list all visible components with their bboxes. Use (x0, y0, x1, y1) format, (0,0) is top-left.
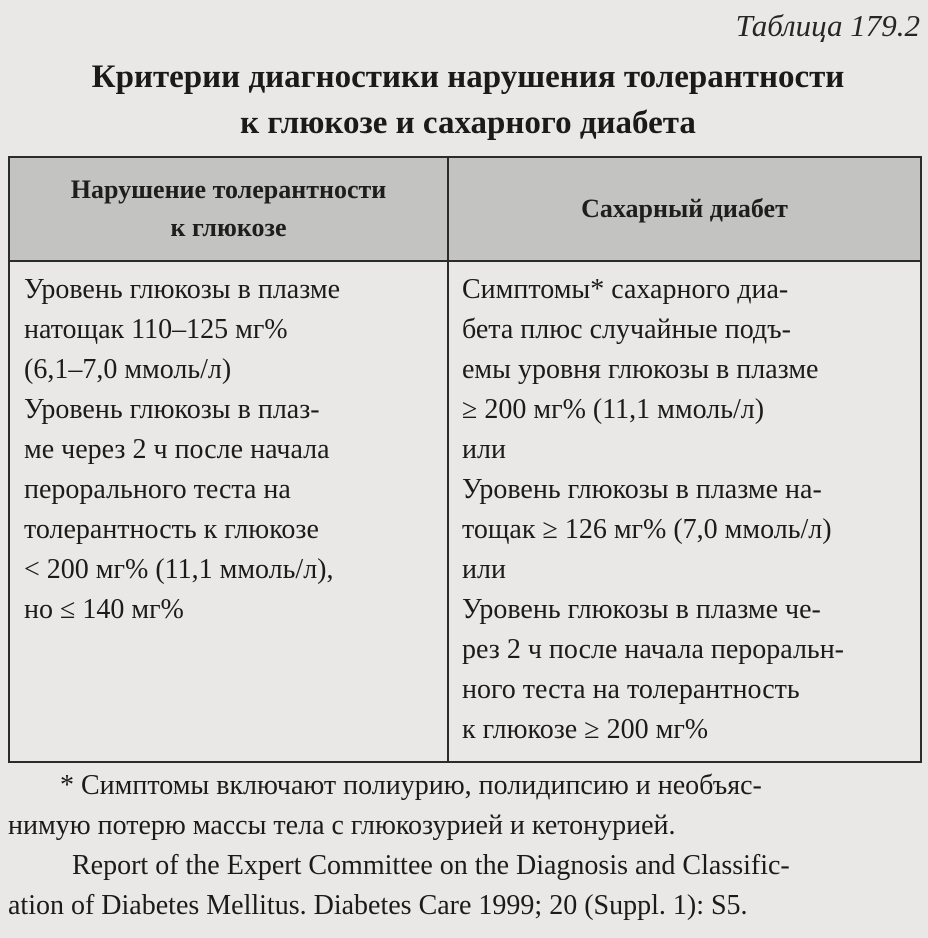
cell-line: Уровень глюкозы в плазме (24, 274, 341, 305)
title-line-1: Критерии диагностики нарушения толерантности (91, 59, 845, 95)
cell-line: тощак ≥ 126 мг% (7,0 ммоль/л) (462, 514, 832, 545)
cell-line: или (462, 434, 506, 465)
cell-line: ≥ 200 мг% (11,1 ммоль/л) (462, 394, 765, 425)
cell-line: Уровень глюкозы в плаз- (24, 394, 320, 425)
cell-impaired-tolerance-criteria (24, 270, 442, 630)
reference-line-1: Report of the Expert Committee on the Diagnosis and Classific- (72, 850, 790, 881)
column-divider (447, 158, 449, 761)
cell-diabetes-criteria (462, 270, 918, 750)
table-number: Таблица 179.2 (735, 8, 920, 43)
cell-line: (6,1–7,0 ммоль/л) (24, 354, 232, 385)
criteria-table (8, 156, 922, 763)
title-line-2: к глюкозе и сахарного диабета (240, 105, 696, 141)
footnote-line-1: * Симптомы включают полиурию, полидипсию и необъяс- (60, 770, 762, 801)
cell-line: бета плюс случайные подъ- (462, 314, 791, 345)
footnote-line-2: нимую потерю массы тела с глюкозурией и кетонурией. (8, 810, 676, 841)
cell-line: но ≤ 140 мг% (24, 594, 184, 625)
header-left-line: Нарушение толерантности (70, 175, 387, 204)
cell-line: или (462, 554, 506, 585)
table-title (8, 54, 928, 146)
cell-line: емы уровня глюкозы в плазме (462, 354, 819, 385)
cell-line: к глюкозе ≥ 200 мг% (462, 714, 709, 745)
cell-line: Уровень глюкозы в плазме на- (462, 474, 822, 505)
cell-line: толерантность к глюкозе (24, 514, 319, 545)
cell-line: ме через 2 ч после начала (24, 434, 330, 465)
header-diabetes (449, 158, 920, 260)
cell-line: рез 2 ч после начала пероральн- (462, 634, 845, 665)
cell-line: натощак 110–125 мг% (24, 314, 288, 345)
header-right-line: Сахарный диабет (581, 194, 788, 223)
cell-line: ного теста на толерантность (462, 674, 800, 705)
reference-line-2: ation of Diabetes Mellitus. Diabetes Care 1999; 20 (Suppl. 1): S5. (8, 890, 748, 921)
header-impaired-tolerance (10, 158, 447, 260)
cell-line: < 200 мг% (11,1 ммоль/л), (24, 554, 334, 585)
cell-line: Уровень глюкозы в плазме че- (462, 594, 821, 625)
header-left-line: к глюкозе (170, 213, 287, 242)
cell-line: перорального теста на (24, 474, 291, 505)
cell-line: Симптомы* сахарного диа- (462, 274, 789, 305)
table-notes (8, 766, 924, 926)
